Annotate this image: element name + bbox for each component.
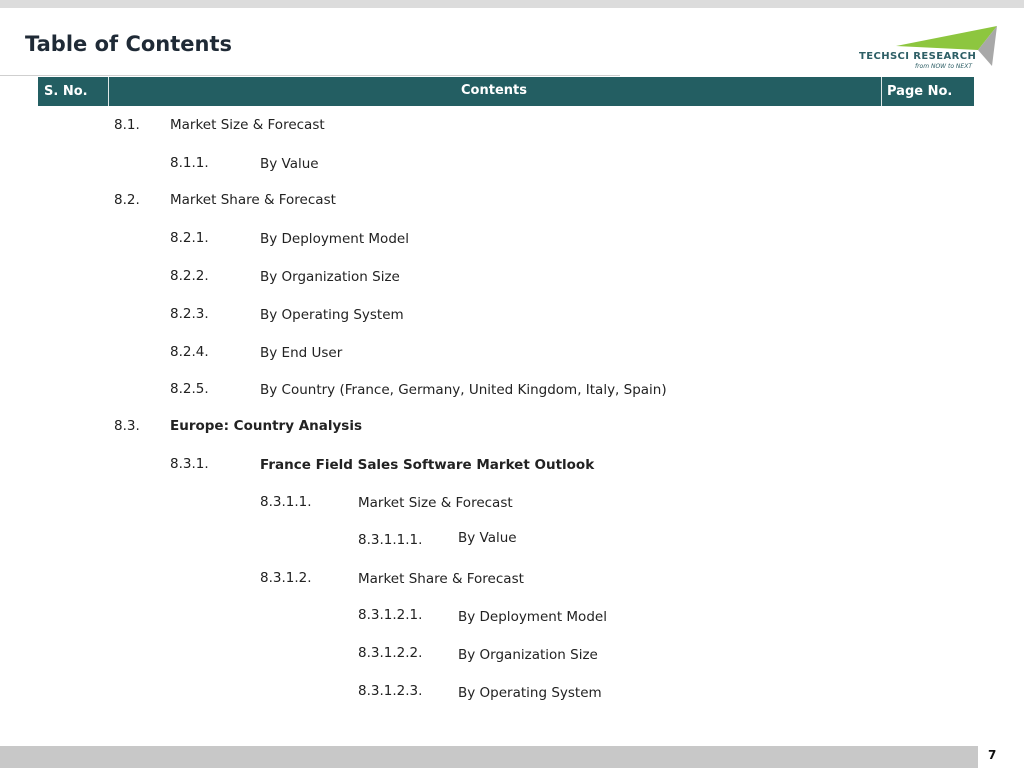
toc-entry <box>0 268 1024 290</box>
toc-entry <box>0 192 1024 214</box>
entry-text: By Operating System <box>260 307 404 323</box>
entry-text: By Value <box>260 156 319 172</box>
toc-table-header <box>38 77 974 106</box>
entry-text: By Organization Size <box>458 647 598 663</box>
entry-number: 8.2.4. <box>170 344 209 360</box>
top-band <box>0 0 1024 8</box>
toc-entry <box>0 570 1024 592</box>
entry-number: 8.3.1. <box>170 456 209 472</box>
entry-text: By Organization Size <box>260 269 400 285</box>
page-title: Table of Contents <box>25 32 233 56</box>
header-sno: S. No. <box>44 84 88 99</box>
entry-number: 8.1. <box>114 117 140 133</box>
header-contents: Contents <box>461 83 527 98</box>
techsci-logo <box>856 24 1000 74</box>
toc-entry <box>0 155 1024 177</box>
toc-entry <box>0 645 1024 667</box>
toc-entry <box>0 381 1024 403</box>
toc-entry <box>0 344 1024 366</box>
entry-number: 8.2.3. <box>170 306 209 322</box>
toc-entry <box>0 418 1024 440</box>
page-number: 7 <box>988 748 997 762</box>
entry-number: 8.1.1. <box>170 155 209 171</box>
logo-tagline: from NOW to NEXT <box>914 63 972 70</box>
toc-entry <box>0 494 1024 516</box>
entry-number: 8.3.1.2.1. <box>358 607 423 623</box>
entry-number: 8.3. <box>114 418 140 434</box>
toc-entry <box>0 456 1024 478</box>
entry-number: 8.2. <box>114 192 140 208</box>
entry-text: Market Share & Forecast <box>358 571 524 587</box>
entry-text: By End User <box>260 345 343 361</box>
entry-number: 8.3.1.2. <box>260 570 312 586</box>
title-divider <box>0 75 620 76</box>
entry-text: France Field Sales Software Market Outlook <box>260 457 595 473</box>
toc-entry <box>0 117 1024 139</box>
entry-text: By Deployment Model <box>260 231 409 247</box>
footer-band <box>0 746 978 768</box>
header-page-no: Page No. <box>887 84 953 99</box>
entry-text: Market Share & Forecast <box>170 192 336 208</box>
toc-entry <box>0 683 1024 705</box>
entry-text: Market Size & Forecast <box>170 117 325 133</box>
toc-entry <box>0 306 1024 328</box>
entry-number: 8.2.1. <box>170 230 209 246</box>
header-divider <box>881 77 882 106</box>
entry-number: 8.3.1.2.2. <box>358 645 423 661</box>
entry-number: 8.3.1.1.1. <box>358 532 423 548</box>
toc-entry <box>0 230 1024 252</box>
entry-number: 8.3.1.1. <box>260 494 312 510</box>
toc-entry <box>0 607 1024 629</box>
entry-text: By Country (France, Germany, United Kingdom, Italy, Spain) <box>260 382 667 398</box>
entry-text: By Value <box>458 530 517 546</box>
entry-text: Europe: Country Analysis <box>170 418 362 434</box>
entry-number: 8.2.2. <box>170 268 209 284</box>
entry-text: Market Size & Forecast <box>358 495 513 511</box>
toc-entry <box>0 531 1024 553</box>
logo-name: TECHSCI RESEARCH <box>859 51 977 62</box>
entry-text: By Deployment Model <box>458 609 607 625</box>
entry-number: 8.2.5. <box>170 381 209 397</box>
entry-number: 8.3.1.2.3. <box>358 683 423 699</box>
entry-text: By Operating System <box>458 685 602 701</box>
